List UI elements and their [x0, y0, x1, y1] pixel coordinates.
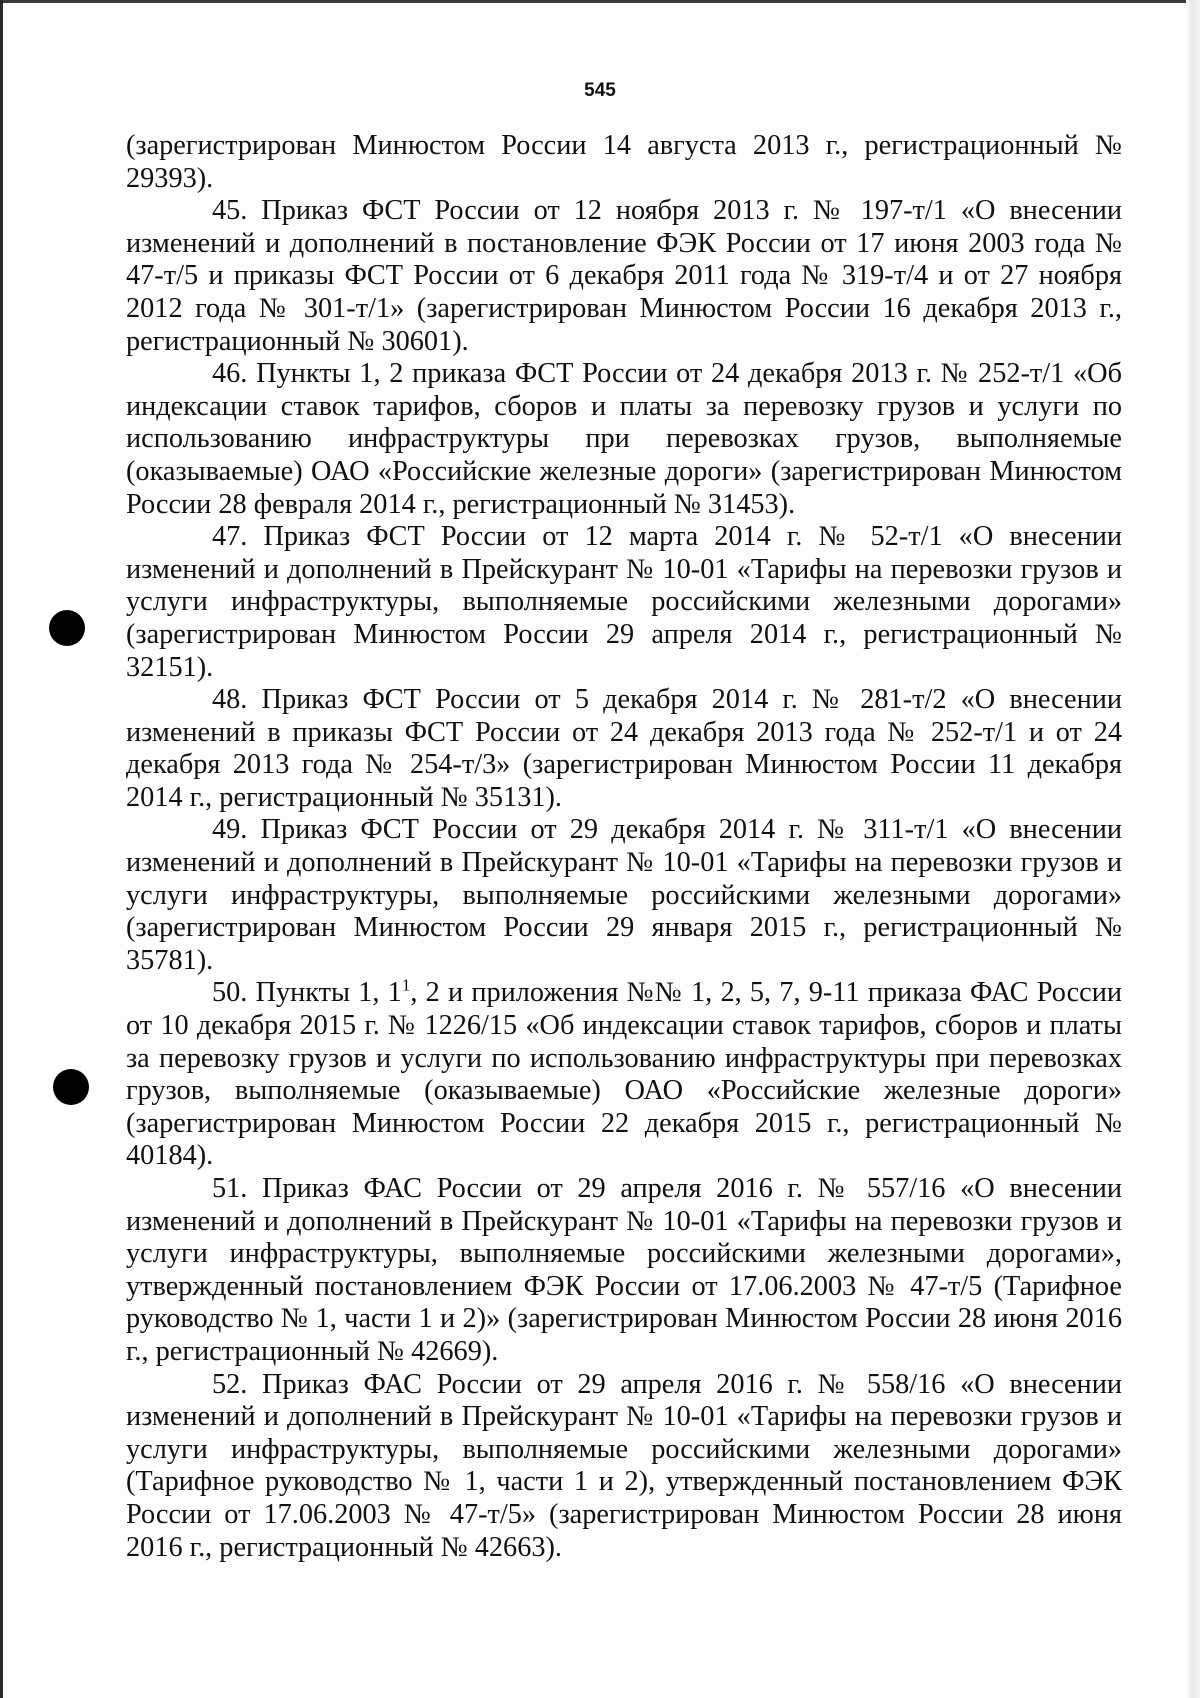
list-item-46: 46. Пункты 1, 2 приказа ФСТ России от 24 декабря 2013 г. № 252-т/1 «Об индексации ставок тарифов, сборов и платы за перевозку грузов и услуги по использованию инфраструктуры при перевозках грузов, выполняемые (оказываемые) ОАО «Российские железные дороги» (зарегистрирован Минюстом России 28 февраля 2014 г., регистрационный № 31453). [126, 358, 1122, 520]
scan-border-top [0, 0, 1200, 3]
page-number: 545 [584, 80, 616, 101]
list-item-50 [126, 977, 1122, 1173]
scan-border-right [1186, 0, 1200, 1698]
list-item-51: 51. Приказ ФАС России от 29 апреля 2016 г. № 557/16 «О внесении изменений и дополнений в Прейскурант № 10-01 «Тарифы на перевозки грузов и услуги инфраструктуры, выполняемые российскими железными дорогами», утвержденный постановлением ФЭК России от 17.06.2003 № 47-т/5 (Тарифное руководство № 1, части 1 и 2)» (зарегистрирован Минюстом России 28 июня 2016 г., регистрационный № 42669). [126, 1173, 1122, 1367]
list-item-47: 47. Приказ ФСТ России от 12 марта 2014 г. № 52-т/1 «О внесении изменений и дополнений в Прейскурант № 10-01 «Тарифы на перевозки грузов и услуги инфраструктуры, выполняемые российскими железными дорогами» (зарегистрирован Минюстом России 29 апреля 2014 г., регистрационный № 32151). [126, 521, 1122, 683]
list-item-50-text-end: , 2 и приложения №№ 1, 2, 5, 7, 9-11 приказа ФАС России от 10 декабря 2015 г. № 1226/15 «Об индексации ставок тарифов, сборов и платы за перевозку грузов и услуги по использованию инфраструктуры при перевозках грузов, выполняемые (оказываемые) ОАО «Российские железные дороги» (зарегистрирован Минюстом России 22 декабря 2015 г., регистрационный № 40184). [126, 977, 1122, 1172]
punch-hole-mark [49, 610, 85, 646]
list-item-52: 52. Приказ ФАС России от 29 апреля 2016 г. № 558/16 «О внесении изменений и дополнений в Прейскурант № 10-01 «Тарифы на перевозки грузов и услуги инфраструктуры, выполняемые российскими железными дорогами» (Тарифное руководство № 1, части 1 и 2), утвержденный постановлением ФЭК России от 17.06.2003 № 47-т/5» (зарегистрирован Минюстом России 28 июня 2016 г., регистрационный № 42663). [126, 1368, 1122, 1563]
scan-border-left [0, 0, 3, 1698]
punch-hole-mark [53, 1069, 89, 1105]
paragraph-continuation: (зарегистрирован Минюстом России 14 августа 2013 г., регистрационный № 29393). [126, 130, 1122, 194]
list-item-45: 45. Приказ ФСТ России от 12 ноября 2013 г. № 197-т/1 «О внесении изменений и дополнений в постановление ФЭК России от 17 июня 2003 года № 47-т/5 и приказы ФСТ России от 6 декабря 2011 года № 319-т/4 и от 27 ноября 2012 года № 301-т/1» (зарегистрирован Минюстом России 16 декабря 2013 г., регистрационный № 30601). [126, 195, 1122, 357]
document-body [126, 130, 1122, 1564]
list-item-48: 48. Приказ ФСТ России от 5 декабря 2014 г. № 281-т/2 «О внесении изменений в приказы ФСТ России от 24 декабря 2013 года № 252-т/1 и от 24 декабря 2013 года № 254-т/3» (зарегистрирован Минюстом России 11 декабря 2014 г., регистрационный № 35131). [126, 684, 1122, 813]
superscript-marker: 1 [401, 976, 411, 996]
list-item-49: 49. Приказ ФСТ России от 29 декабря 2014 г. № 311-т/1 «О внесении изменений и дополнений в Прейскурант № 10-01 «Тарифы на перевозки грузов и услуги инфраструктуры, выполняемые российскими железными дорогами» (зарегистрирован Минюстом России 29 января 2015 г., регистрационный № 35781). [126, 814, 1122, 976]
list-item-50-text-start: 50. Пункты 1, 1 [212, 977, 402, 1009]
